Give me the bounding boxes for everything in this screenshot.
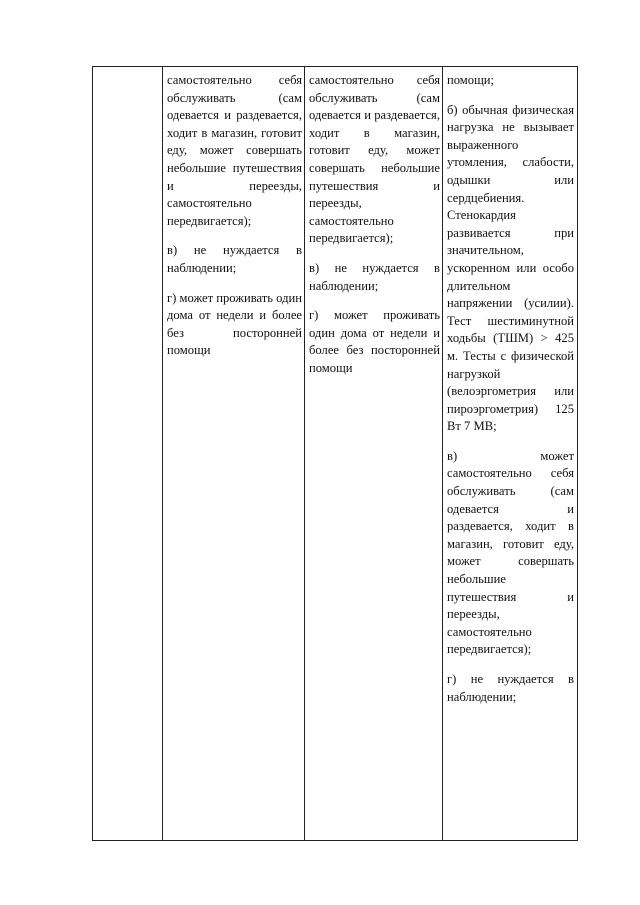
table-cell-col1 [163, 67, 305, 841]
cell-paragraph: в) не нуждается в наблюдении; [167, 243, 302, 275]
cell-paragraph: г) не нуждается в наблюдении; [447, 672, 574, 704]
empty-cell [93, 67, 163, 841]
table-cell-col3 [443, 67, 578, 841]
table-row [93, 67, 578, 841]
cell-paragraph: помощи; [447, 73, 494, 87]
cell-paragraph: г) может проживать один дома от недели и более без посторонней помощи [167, 290, 302, 358]
cell-paragraph: в) может самостоятельно себя обслуживать (сам одевается и раздевается, ходит в магазин, готовит еду, может совершать небольшие путешествия и переезды, самостоятельно передвигается); [447, 448, 574, 657]
criteria-table [92, 66, 578, 841]
cell-paragraph: в) не нуждается в наблюдении; [309, 260, 440, 293]
cell-paragraph: г) может проживать один дома от недели и более без посторонней помощи [309, 308, 440, 375]
cell-paragraph: б) обычная физическая нагрузка не вызывает выраженного утомления, слабости, одышки или сердцебиения. Стенокардия развивается при значительном, ускоренном или особо длительном напряжении (усилии). Тест шестиминутной ходьбы (ТШМ) > 425 м. Тесты с физической нагрузкой (велоэргометрия или пироэргометрия) 125 Вт 7 МВ; [447, 102, 574, 434]
cell-paragraph: самостоятельно себя обслуживать (сам одевается и раздевается, ходит в магазин, готовит еду, может совершать небольшие путешествия и переезды, самостоятельно передвигается); [309, 73, 440, 246]
table-cell-col2 [305, 67, 443, 841]
cell-paragraph: самостоятельно себя обслуживать (сам одевается и раздевается, ходит в магазин, готовит еду, может совершать небольшие путешествия и переезды, самостоятельно передвигается); [167, 73, 302, 228]
